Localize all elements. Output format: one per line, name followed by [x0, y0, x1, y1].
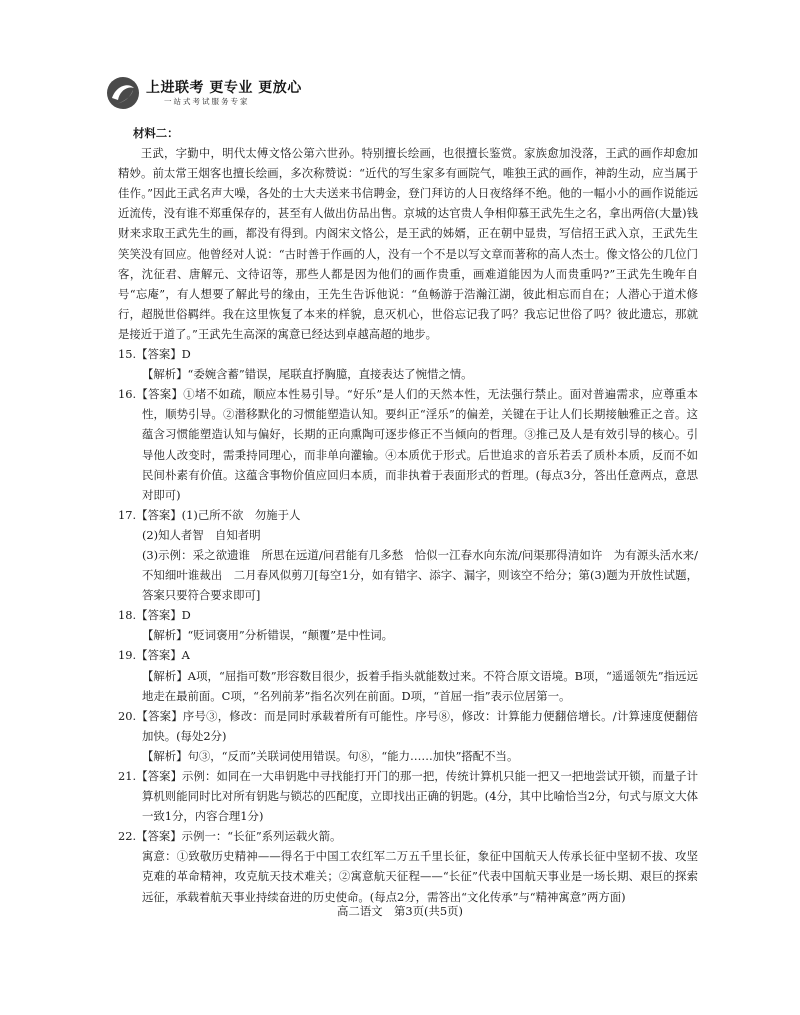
answer-line: 寓意：①致敬历史精神——得名于中国工农红军二万五千里长征，象征中国航天人传承长征中坚韧不拔、攻坚克难的革命精神，攻克航天技术难关；②寓意航天征程——“长征”代表中国航天事业是一场长期、艰巨的探索远征，承载着航天事业持续奋进的历史使命。(每点2分，需答出“文化传承”与“精神寓意”两方面) — [141, 849, 698, 904]
answer-18 — [118, 605, 698, 645]
answer-line: (2)知人者智 自知者明 — [141, 527, 261, 542]
answer-line: 19.【答案】A — [118, 648, 190, 663]
answer-21 — [118, 766, 698, 826]
answer-line: 20.【答案】序号③，修改：而是同时承载着所有可能性。序号⑧，修改：计算能力便翻倍增长。/计算速度便翻倍加快。(每处2分) — [118, 708, 698, 743]
answer-15 — [118, 344, 698, 384]
answer-line: 15.【答案】D — [118, 347, 191, 362]
logo-icon — [106, 76, 140, 110]
answer-22 — [118, 826, 698, 906]
answer-line: 21.【答案】示例：如同在一大串钥匙中寻找能打开门的那一把，传统计算机只能一把又一把地尝试开锁，而量子计算机则能同时比对所有钥匙与锁芯的匹配度，立即找出正确的钥匙。(4分，其中比喻恰当2分，句式与原文大体一致1分，内容合理1分) — [118, 769, 698, 824]
analysis-line: 【解析】“委婉含蓄”错误，尾联直抒胸臆，直接表达了惋惜之情。 — [141, 367, 473, 382]
answer-line: 18.【答案】D — [118, 608, 191, 623]
answer-17 — [118, 505, 698, 605]
answer-19 — [118, 645, 698, 705]
header-tagline: 一站式考试服务专家 — [164, 97, 250, 106]
page-footer: 高二语文 第3页(共5页) — [337, 904, 463, 918]
answer-content — [118, 123, 698, 907]
answer-line: 17.【答案】(1)己所不欲 勿施于人 — [118, 507, 301, 522]
analysis-line: 【解析】“贬词褒用”分析错误，“颠覆”是中性词。 — [141, 628, 394, 643]
answer-20 — [118, 706, 698, 766]
header — [106, 76, 406, 110]
material-title: 材料二： — [133, 126, 179, 140]
analysis-line: 【解析】A项，“屈指可数”形容数目很少，扳着手指头就能数过来。不符合原文语境。B项，“遥遥领先”指远远地走在最前面。C项，“名列前茅”指名次列在前面。D项，“首屈一指”表示位居第一。 — [141, 668, 698, 703]
answer-16 — [118, 384, 698, 505]
material-text: 王武，字勤中，明代太傅文恪公第六世孙。特别擅长绘画，也很擅长鉴赏。家族愈加没落，王武的画作却愈加精妙。前太常王烟客也擅长绘画，多次称赞说：“近代的写生家多有画院气，唯独王武的画作，神韵生动，应当属于佳作。”因此王武名声大噪，各处的士大夫送来书信聘金，登门拜访的人日夜络绎不绝。他的一幅小小的画作说能远近流传，没有谁不郑重保存的，甚至有人做出仿品出售。京城的达官贵人争相仰慕王武先生之名，拿出两倍(大量)钱财来求取王武先生的画，都没有得到。内阁宋文恪公，是王武的姊婿，正在朝中显贵，写信招王武入京，王武先生笑笑没有回应。他曾经对人说：“古时善于作画的人，没有一个不是以写文章而著称的高人杰士。像文恪公的几位门客，沈征君、唐解元、文待诏等，那些人都是因为他们的画作贵重，画难道能因为人而贵重吗?”王武先生晚年自号“忘庵”，有人想要了解此号的缘由，王先生告诉他说：“鱼畅游于浩瀚江湖，彼此相忘而自在；人潜心于道术修行，超脱世俗羁绊。我在这里恢复了本来的样貌，息灭机心，世俗忘记我了吗？我忘记世俗了吗？彼此遗忘，那就是接近于道了。”王武先生高深的寓意已经达到卓越高超的地步。 — [118, 146, 698, 341]
header-slogan: 上进联考 更专业 更放心 — [146, 80, 302, 96]
answer-line: 22.【答案】示例一：“长征”系列运载火箭。 — [118, 829, 342, 844]
analysis-line: 【解析】句③，“反而”关联词使用错误。句⑧，“能力……加快”搭配不当。 — [141, 748, 519, 763]
answer-line: 16.【答案】①堵不如疏，顺应本性易引导。“好乐”是人们的天然本性，无法强行禁止。面对普遍需求，应尊重本性，顺势引导。②潜移默化的习惯能塑造认知。要纠正“淫乐”的偏差，关键在于让人们长期接触雅正之音。这蕴含习惯能塑造认知与偏好，长期的正向熏陶可逐步修正不当倾向的哲理。③推己及人是有效引导的核心。引导他人改变时，需秉持同理心，而非单向灌输。④本质优于形式。后世追求的音乐若丢了质朴本质，反而不如民间朴素有价值。这蕴含事物价值应回归本质，而非执着于表面形式的哲理。(每点3分，答出任意两点，意思对即可) — [118, 387, 698, 502]
answer-line: (3)示例：采之欲遗谁 所思在远道/问君能有几多愁 恰似一江春水向东流/问渠那得清如许 为有源头活水来/不知细叶谁裁出 二月春风似剪刀[每空1分，如有错字、添字、漏字，则该空不给分；第(3)题为开放性试题，答案只要符合要求即可] — [141, 547, 698, 603]
